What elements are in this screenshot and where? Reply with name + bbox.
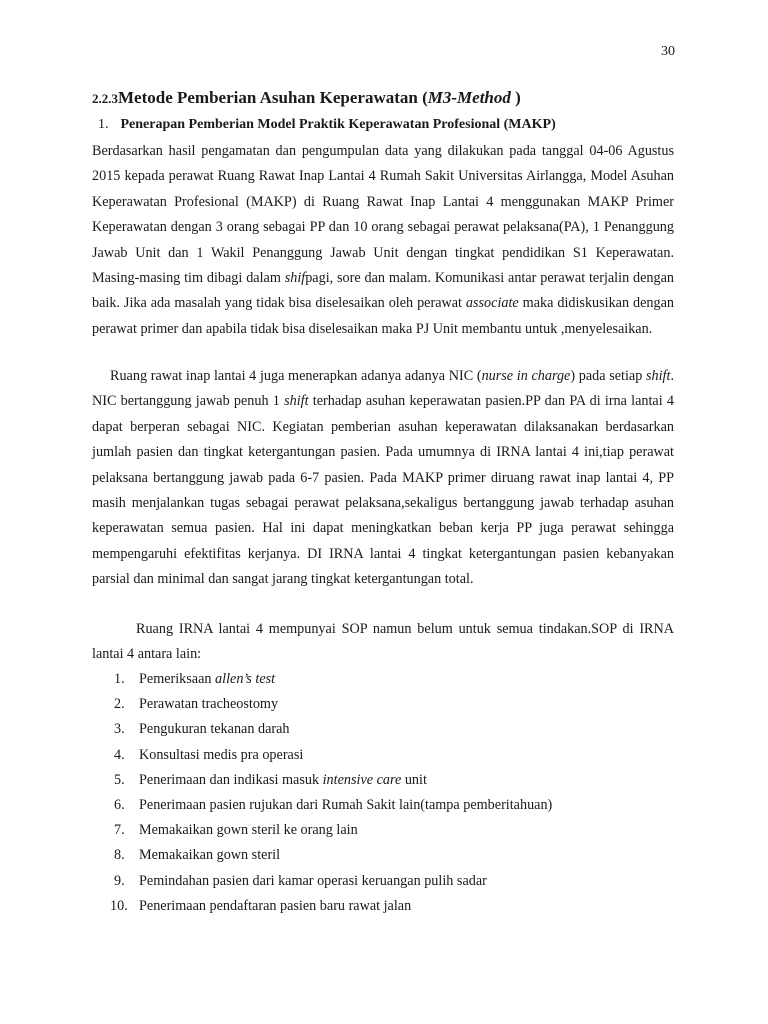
paragraph-italic: shif — [284, 270, 306, 287]
list-item-text: Penerimaan pasien rujukan dari Rumah Sakit lain(tampa pemberitahuan) — [139, 797, 553, 814]
paragraph-italic: associate — [465, 295, 519, 312]
paragraph-sop-intro: Ruang IRNA lantai 4 mempunyai SOP namun belum untuk semua tindakan.SOP di IRNA lantai 4 antara lain: — [92, 621, 674, 663]
paragraph-text: . NIC bertanggung jawab penuh 1 — [92, 368, 674, 410]
paragraph-text: terhadap asuhan keperawatan pasien.PP dan PA di irna lantai 4 dapat berperan sebagai NIC. Kegiatan pemberian asuhan keperawatan dilaksanakan berdasarkan jumlah pasien dan tingkat ketergantungan pasien. Pada umumnya di IRNA lantai 4 ini,tiap perawat pelaksana bertanggung jawab pada 6-7 pasien. Pada MAKP primer diruang rawat inap lantai 4, PP masih menjalankan tugas sebagai perawat pelaksana,sekaligus bertanggung jawab terhadap asuhan keperawatan semua pasien. Hal ini dapat meningkatkan beban kerja PP juga perawat sehingga mempengaruhi efektifitas kerjanya. DI IRNA lantai 4 tingkat ketergantungan pasien kebanyakan parsial dan minimal dan sangat jarang tingkat ketergantungan total. — [92, 393, 674, 588]
list-item-number: 4. — [114, 746, 125, 763]
page-number: 30 — [661, 44, 675, 59]
list-item-text: Pemindahan pasien dari kamar operasi keruangan pulih sadar — [139, 872, 487, 889]
paragraph-makp — [92, 139, 674, 342]
paragraph-text: ) pada setiap — [570, 368, 646, 384]
paragraph-nic — [92, 364, 674, 593]
list-item-text: Penerimaan pendaftaran pasien baru rawat jalan — [139, 897, 412, 914]
list-item — [92, 743, 674, 768]
list-item-italic: intensive care — [322, 771, 402, 788]
list-item-text: Memakaikan gown steril ke orang lain — [139, 822, 358, 839]
list-item-number: 8. — [114, 847, 125, 864]
list-item-number: 2. — [114, 696, 125, 713]
list-item — [92, 818, 674, 843]
subsection-title: Penerapan Pemberian Model Praktik Keperawatan Profesional (MAKP) — [120, 117, 556, 132]
section-title-italic: M3-Method — [427, 88, 511, 107]
paragraph-italic: shift — [645, 368, 671, 384]
list-item — [92, 768, 674, 793]
list-item — [92, 869, 674, 894]
list-item-number: 6. — [114, 797, 125, 814]
list-item-number: 9. — [114, 872, 125, 889]
section-title-prefix: Metode Pemberian Asuhan Keperawatan ( — [118, 88, 428, 107]
paragraph-text: maka didiskusikan dengan perawat primer dan apabila tidak bisa diselesaikan maka PJ Unit membantu untuk ,menyelesaikan. — [92, 295, 674, 337]
section-heading — [92, 88, 521, 108]
list-item — [92, 692, 674, 717]
list-item-number: 1. — [114, 671, 125, 687]
paragraph-text: Ruang rawat inap lantai 4 juga menerapkan adanya adanya NIC ( — [110, 368, 482, 384]
list-item-text: Penerimaan dan indikasi masuk — [139, 771, 323, 788]
subsection-number: 1. — [98, 117, 109, 132]
list-item-number: 10. — [110, 897, 128, 914]
paragraph-italic: shift — [284, 393, 309, 410]
list-item-text: Konsultasi medis pra operasi — [139, 746, 304, 763]
subsection-heading — [98, 117, 556, 133]
list-item-text: Pengukuran tekanan darah — [139, 721, 290, 738]
list-item — [92, 793, 674, 818]
list-item-text: Pemeriksaan — [139, 671, 216, 687]
list-item-number: 3. — [114, 721, 125, 738]
list-item — [92, 667, 674, 692]
list-item-number: 7. — [114, 822, 125, 839]
paragraph-italic: nurse in charge — [481, 368, 571, 384]
section-title-suffix: ) — [510, 88, 521, 107]
list-item — [92, 843, 674, 868]
list-item-text: Memakaikan gown steril — [139, 847, 281, 864]
list-item — [92, 717, 674, 742]
paragraph-text: pagi, sore dan malam. Komunikasi antar perawat terjalin dengan baik. Jika ada masalah yang tidak bisa diselesaikan oleh perawat — [92, 270, 674, 312]
paragraph-text: Berdasarkan hasil pengamatan dan pengumpulan data yang dilakukan pada tanggal 04-06 Agustus 2015 kepada perawat Ruang Rawat Inap Lantai 4 Rumah Sakit Universitas Airlangga, Model Asuhan Keperawatan Profesional (MAKP) di Ruang Rawat Inap Lantai 4 menggunakan MAKP Primer Keperawatan dengan 3 orang sebagai PP dan 10 orang sebagai perawat pelaksana(PA), 1 Penanggung Jawab Unit dan 1 Wakil Penanggung Jawab Unit dengan tingkat pendidikan S1 Keperawatan. Masing-masing tim dibagi dalam — [92, 143, 674, 287]
list-item-text: unit — [401, 771, 427, 788]
sop-list — [92, 667, 674, 919]
list-item-number: 5. — [114, 771, 125, 788]
section-title — [118, 88, 521, 107]
list-item-italic: allen’s test — [215, 671, 276, 687]
list-item — [92, 894, 674, 919]
list-item-text: Perawatan tracheostomy — [139, 696, 279, 713]
section-number: 2.2.3 — [92, 91, 118, 106]
